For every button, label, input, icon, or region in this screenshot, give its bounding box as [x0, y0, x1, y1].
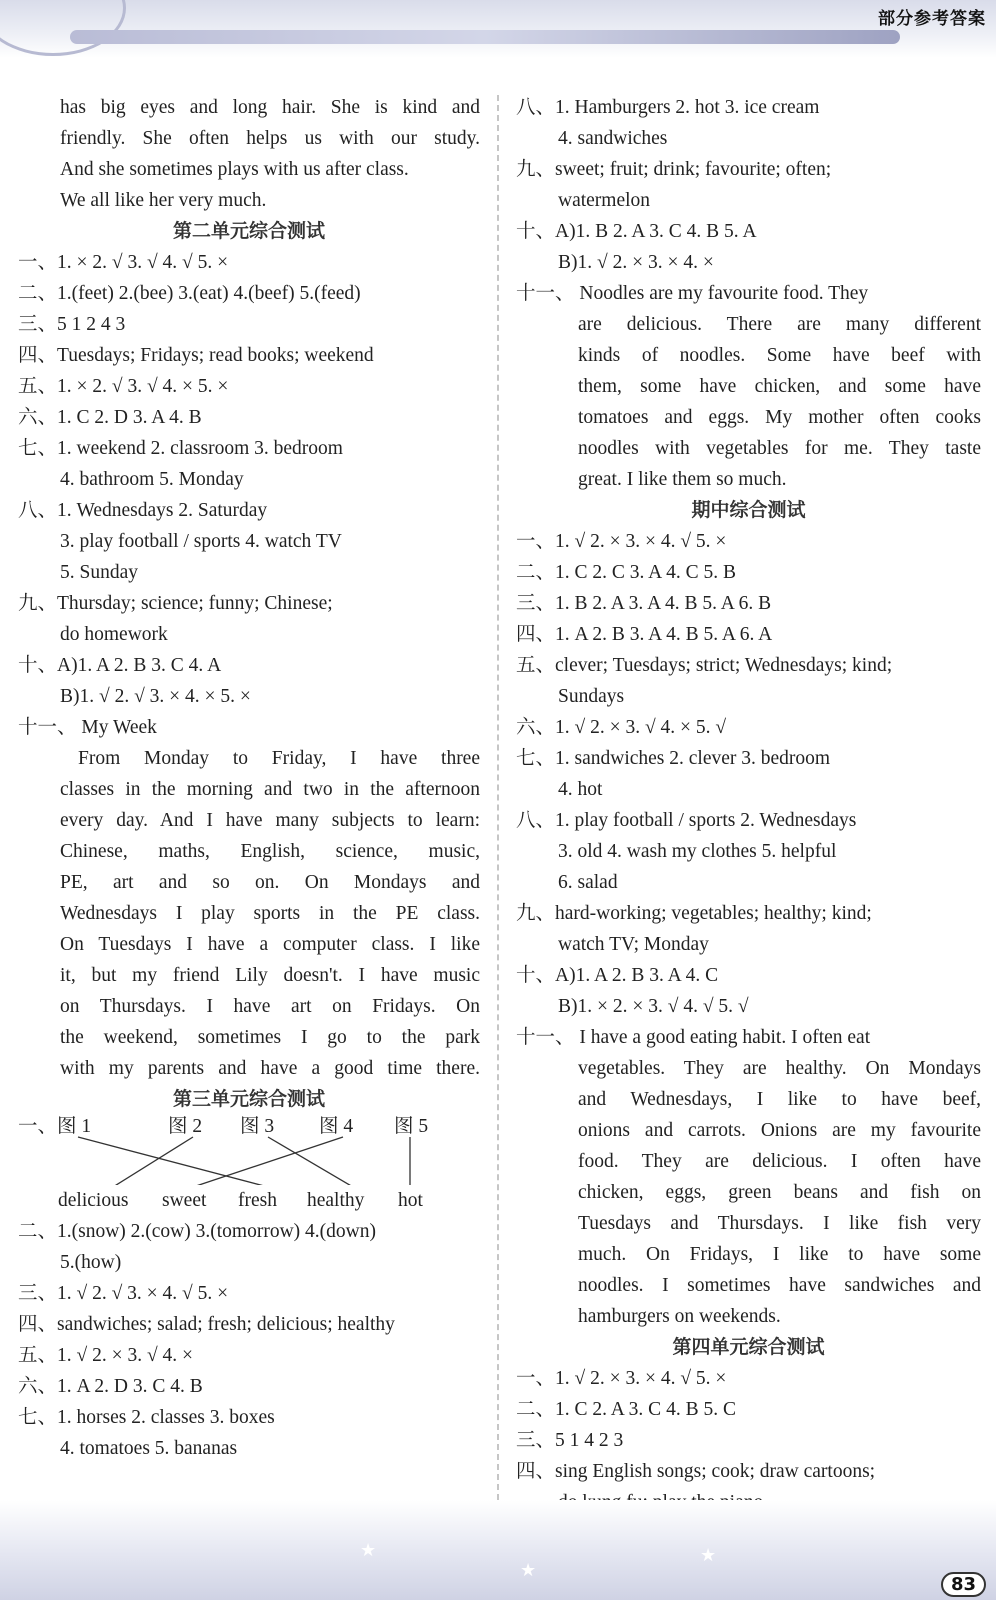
answer-line: do homework — [60, 624, 168, 645]
answer-line: 三、5 1 2 4 3 — [18, 314, 126, 335]
answer-line: tomatoes and eggs. My mother often cooks — [578, 407, 981, 428]
match-bottom-4: healthy — [307, 1190, 365, 1211]
answer-line: 一、1. √ 2. × 3. × 4. √ 5. × — [516, 1368, 727, 1389]
answer-line: 三、5 1 4 2 3 — [516, 1430, 624, 1451]
answer-line: has big eyes and long hair. She is kind and — [60, 97, 480, 118]
answer-line: 一、1. √ 2. × 3. × 4. √ 5. × — [516, 531, 727, 552]
answer-line: 5. Sunday — [60, 562, 138, 583]
answer-line: every day. And I have many subjects to learn: — [60, 810, 480, 831]
match-top-1: 一、图 1 — [18, 1116, 92, 1137]
match-top-3: 图 3 — [240, 1116, 275, 1137]
section-title: 期中综合测试 — [691, 499, 806, 521]
answer-line: hamburgers on weekends. — [578, 1306, 781, 1327]
match-bottom-1: delicious — [58, 1190, 129, 1211]
answer-line: 4. bathroom 5. Monday — [60, 469, 244, 490]
answer-line: 四、Tuesdays; Fridays; read books; weekend — [18, 345, 374, 366]
match-top-2: 图 2 — [168, 1116, 203, 1137]
answer-line: on Thursdays. I have art on Fridays. On — [60, 996, 480, 1017]
answer-line: onions and carrots. Onions are my favourite — [578, 1120, 981, 1141]
answer-line: 十一、 Noodles are my favourite food. They — [516, 283, 869, 304]
answer-line: 3. old 4. wash my clothes 5. helpful — [558, 841, 837, 862]
answer-line: kinds of noodles. Some have beef with — [578, 345, 981, 366]
answer-line: 四、sing English songs; cook; draw cartoons; — [516, 1461, 876, 1482]
answer-line: 二、1.(snow) 2.(cow) 3.(tomorrow) 4.(down) — [18, 1221, 376, 1242]
answer-line: On Tuesdays I have a computer class. I like — [60, 934, 480, 955]
answer-line: 六、1. C 2. D 3. A 4. B — [18, 407, 202, 428]
answer-line: Sundays — [558, 686, 625, 707]
answer-line: 5.(how) — [60, 1252, 122, 1273]
answer-line: great. I like them so much. — [578, 469, 787, 490]
answer-line: classes in the morning and two in the afternoon — [60, 779, 480, 800]
answer-line: 4. sandwiches — [558, 128, 668, 149]
answer-line: are delicious. There are many different — [578, 314, 981, 335]
answer-line: Wednesdays I play sports in the PE class. — [60, 903, 480, 924]
answer-line: 二、1.(feet) 2.(bee) 3.(eat) 4.(beef) 5.(feed) — [18, 283, 361, 304]
match-bottom-3: fresh — [238, 1190, 277, 1211]
answer-line: 4. hot — [558, 779, 603, 800]
column-divider — [497, 95, 499, 1510]
answer-line: 七、1. weekend 2. classroom 3. bedroom — [18, 438, 343, 459]
answer-line: them, some have chicken, and some have — [578, 376, 981, 397]
star-icon: ★ — [520, 1560, 537, 1580]
header-band — [70, 30, 900, 44]
answer-line: B)1. √ 2. × 3. × 4. × — [558, 252, 714, 273]
answer-line: 三、1. B 2. A 3. A 4. B 5. A 6. B — [516, 593, 772, 614]
header-title: 部分参考答案 — [878, 9, 986, 29]
match-bottom-row — [18, 1185, 480, 1216]
answer-line: and Wednesdays, I like to have beef, — [578, 1089, 981, 1110]
answer-line: And she sometimes plays with us after class. — [60, 159, 409, 180]
left-answers-top — [18, 92, 480, 1115]
answer-line: PE, art and so on. On Mondays and — [60, 872, 480, 893]
right-column — [516, 92, 981, 1518]
section-title: 第四单元综合测试 — [672, 1336, 825, 1358]
answer-line: 一、1. × 2. √ 3. √ 4. √ 5. × — [18, 252, 229, 273]
answer-line: 六、1. √ 2. × 3. √ 4. × 5. √ — [516, 717, 727, 738]
answer-line: 十一、 I have a good eating habit. I often eat — [516, 1027, 871, 1048]
page-header — [0, 0, 996, 58]
answer-line: 二、1. C 2. C 3. A 4. C 5. B — [516, 562, 736, 583]
answer-line: 4. tomatoes 5. bananas — [60, 1438, 238, 1459]
left-column — [18, 92, 480, 1464]
answer-line: 八、1. Hamburgers 2. hot 3. ice cream — [516, 97, 820, 118]
answer-line: 八、1. play football / sports 2. Wednesdays — [516, 810, 857, 831]
answer-line: 十一、 My Week — [18, 717, 157, 738]
header-decoration — [0, 0, 126, 56]
answer-line: food. They are delicious. I often have — [578, 1151, 981, 1172]
answer-line: vegetables. They are healthy. On Mondays — [578, 1058, 981, 1079]
answer-line: 十、A)1. B 2. A 3. C 4. B 5. A — [516, 221, 757, 242]
answer-line: 八、1. Wednesdays 2. Saturday — [18, 500, 268, 521]
answer-line: 七、1. horses 2. classes 3. boxes — [18, 1407, 275, 1428]
answer-line: 3. play football / sports 4. watch TV — [60, 531, 342, 552]
answer-line: it, but my friend Lily doesn't. I have music — [60, 965, 480, 986]
answer-line: 6. salad — [558, 872, 618, 893]
answer-line: 六、1. A 2. D 3. C 4. B — [18, 1376, 203, 1397]
answer-line: 二、1. C 2. A 3. C 4. B 5. C — [516, 1399, 736, 1420]
answer-line: the weekend, sometimes I go to the park — [60, 1027, 480, 1048]
answer-line: B)1. √ 2. √ 3. × 4. × 5. × — [60, 686, 251, 707]
section-title: 第三单元综合测试 — [172, 1088, 325, 1110]
page-number: 83 — [941, 1572, 986, 1597]
answer-line: 九、sweet; fruit; drink; favourite; often; — [516, 159, 832, 180]
answer-line: 四、sandwiches; salad; fresh; delicious; healthy — [18, 1314, 395, 1335]
answer-line: 四、1. A 2. B 3. A 4. B 5. A 6. A — [516, 624, 773, 645]
left-answers-bottom — [18, 1216, 480, 1464]
answer-line: 九、Thursday; science; funny; Chinese; — [18, 593, 333, 614]
answer-line: 十、A)1. A 2. B 3. C 4. A — [18, 655, 222, 676]
answer-line: with my parents and have a good time there. — [60, 1058, 480, 1079]
answer-line: friendly. She often helps us with our study. — [60, 128, 480, 149]
matching-exercise — [18, 1115, 480, 1185]
match-bottom-2: sweet — [162, 1190, 207, 1211]
answer-line: Chinese, maths, English, science, music, — [60, 841, 480, 862]
answer-line: noodles. I sometimes have sandwiches and — [578, 1275, 981, 1296]
answer-line: watch TV; Monday — [558, 934, 709, 955]
answer-line: 五、1. × 2. √ 3. √ 4. × 5. × — [18, 376, 229, 397]
answer-line: 十、A)1. A 2. B 3. A 4. C — [516, 965, 719, 986]
match-top-4: 图 4 — [319, 1116, 354, 1137]
answer-line: 五、clever; Tuesdays; strict; Wednesdays; kind; — [516, 655, 893, 676]
right-answers — [516, 92, 981, 1518]
answer-line: much. On Fridays, I like to have some — [578, 1244, 981, 1265]
match-top-5: 图 5 — [394, 1116, 429, 1137]
answer-line: watermelon — [558, 190, 651, 211]
answer-line: 七、1. sandwiches 2. clever 3. bedroom — [516, 748, 831, 769]
answer-line: Tuesdays and Thursdays. I like fish very — [578, 1213, 981, 1234]
star-icon: ★ — [700, 1545, 717, 1565]
answer-line: We all like her very much. — [60, 190, 267, 211]
answer-line: B)1. × 2. × 3. √ 4. √ 5. √ — [558, 996, 749, 1017]
section-title: 第二单元综合测试 — [172, 220, 325, 242]
answer-line: noodles with vegetables for me. They taste — [578, 438, 981, 459]
match-bottom-5: hot — [398, 1190, 423, 1211]
answer-line: 九、hard-working; vegetables; healthy; kind; — [516, 903, 872, 924]
answer-line: From Monday to Friday, I have three — [78, 748, 480, 769]
answer-line: 三、1. √ 2. √ 3. × 4. √ 5. × — [18, 1283, 229, 1304]
answer-line: 五、1. √ 2. × 3. √ 4. × — [18, 1345, 194, 1366]
answer-line: chicken, eggs, green beans and fish on — [578, 1182, 981, 1203]
star-icon: ★ — [360, 1540, 377, 1560]
page-footer — [0, 1500, 996, 1600]
